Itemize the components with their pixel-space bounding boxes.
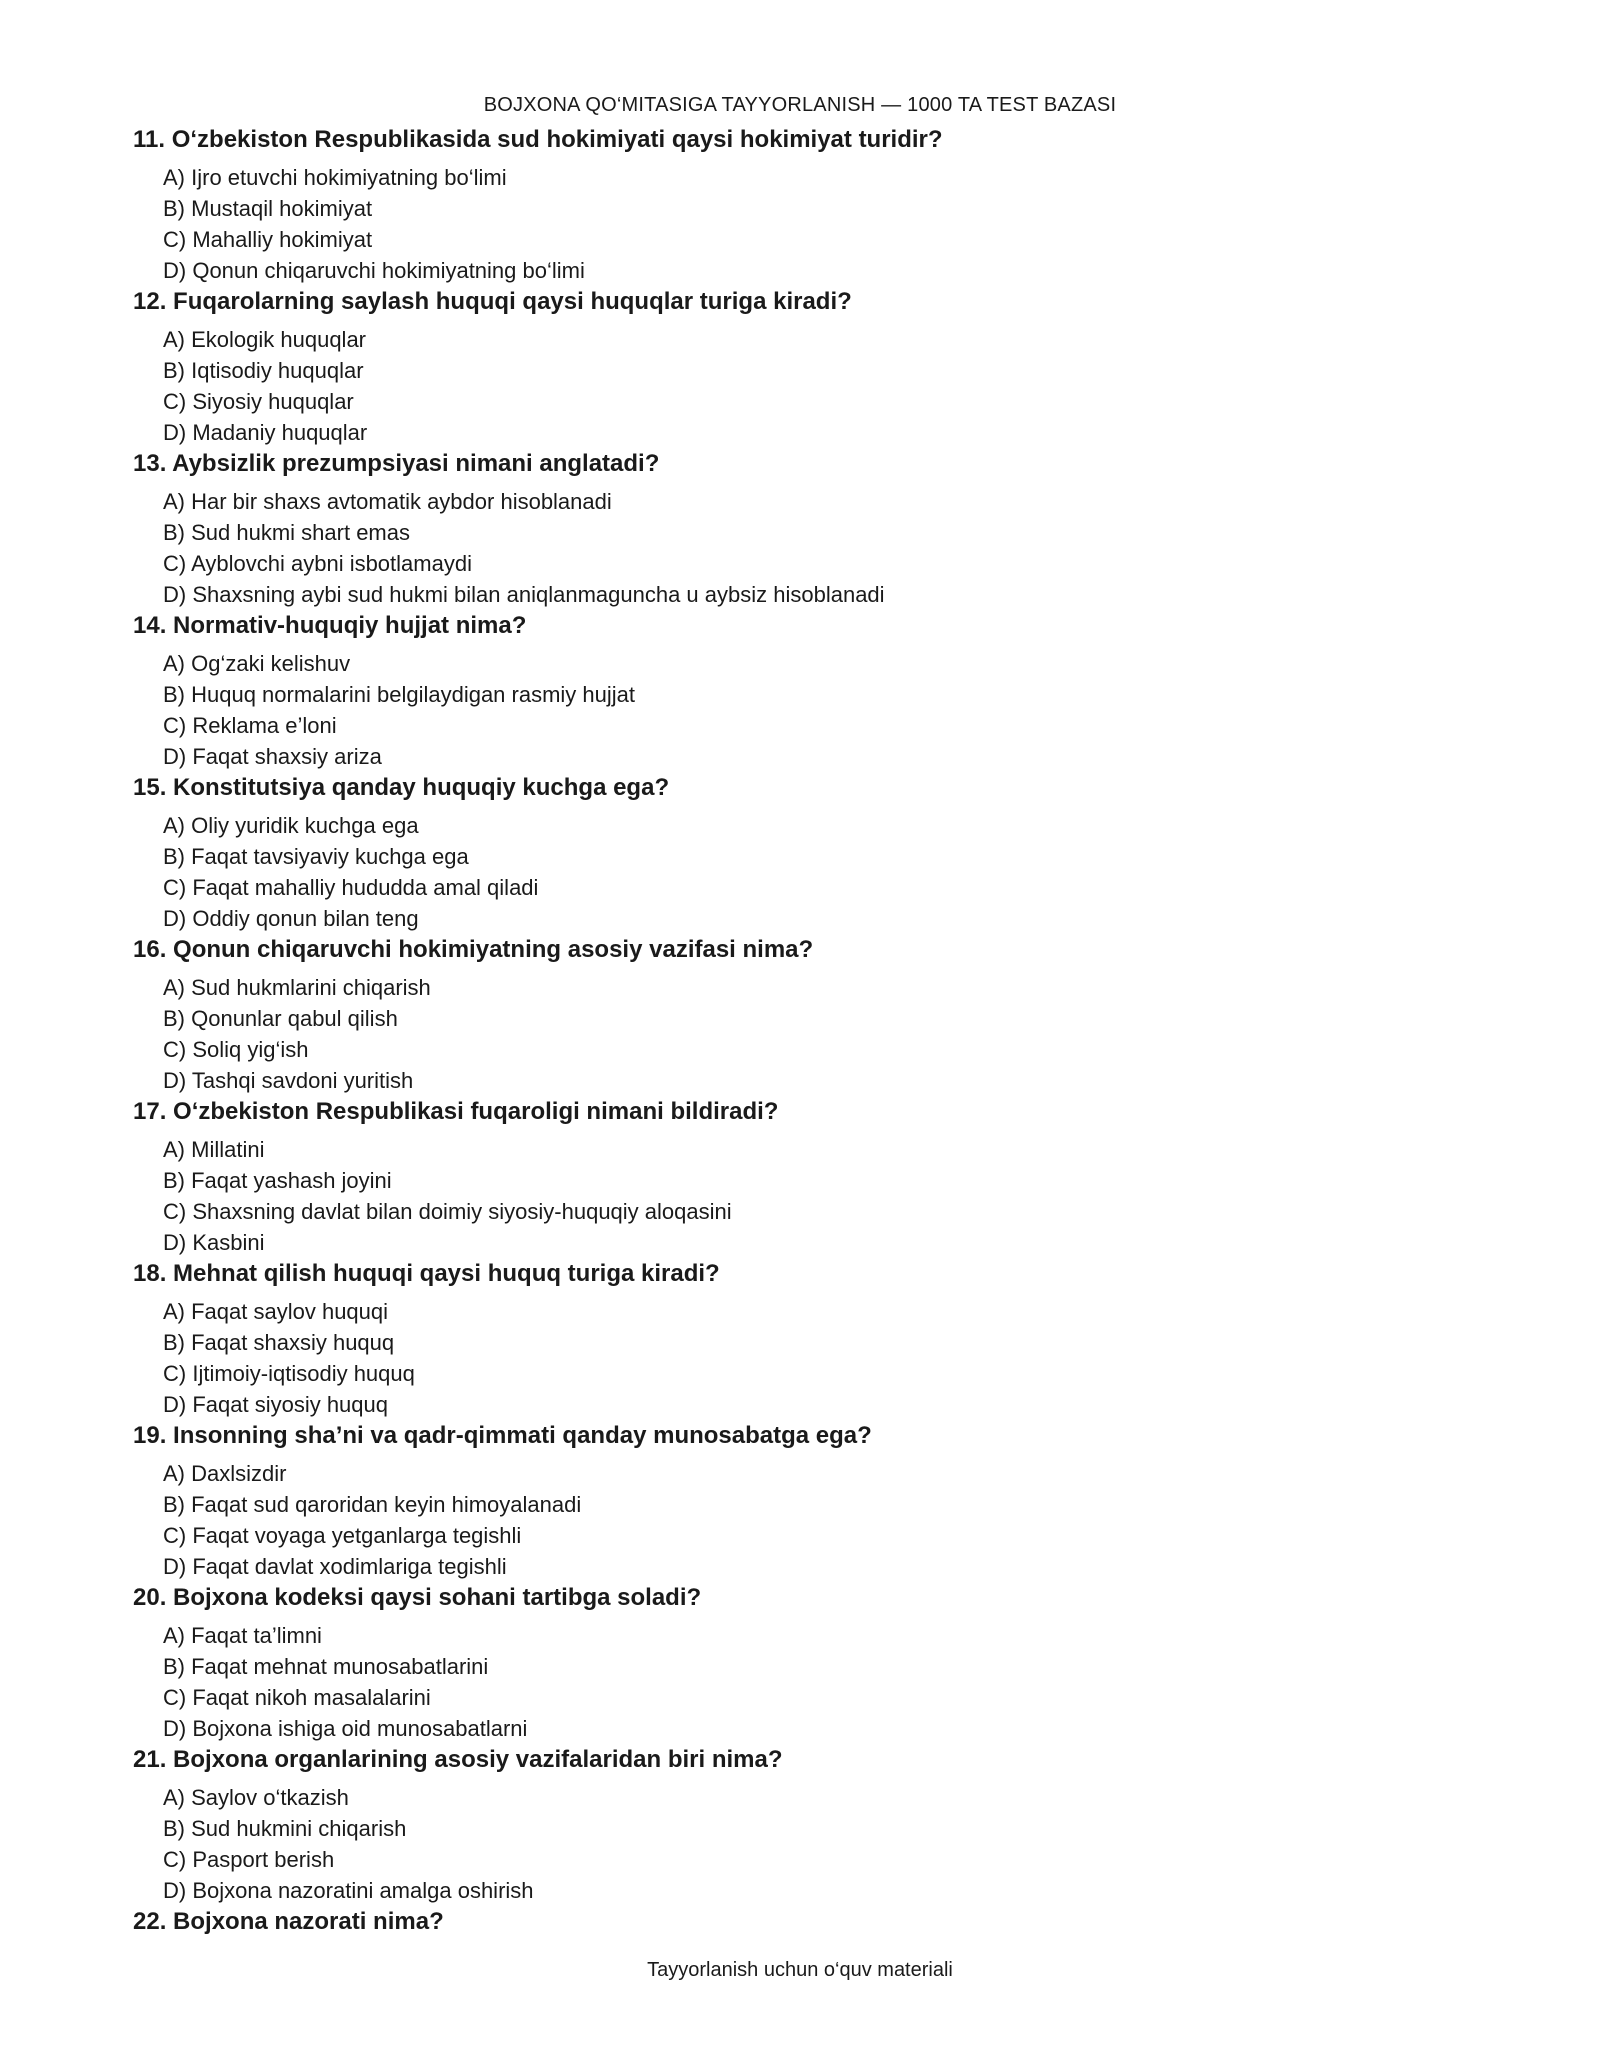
answer-option: B) Sud hukmini chiqarish [163, 1816, 407, 1841]
question-title: 18. Mehnat qilish huquqi qaysi huquq turiga kiradi? [133, 1260, 720, 1287]
answer-option: D) Bojxona nazoratini amalga oshirish [163, 1878, 534, 1903]
question-item [133, 610, 1473, 772]
option-list [133, 1620, 1473, 1744]
question-item [133, 1258, 1473, 1420]
answer-option: A) Ijro etuvchi hokimiyatning bo‘limi [163, 165, 507, 190]
question-item [133, 772, 1473, 934]
question-title: 22. Bojxona nazorati nima? [133, 1908, 444, 1935]
answer-option: C) Ayblovchi aybni isbotlamaydi [163, 551, 472, 576]
answer-option: D) Faqat siyosiy huquq [163, 1392, 388, 1417]
answer-option: B) Faqat yashash joyini [163, 1168, 392, 1193]
option-list [133, 486, 1473, 610]
answer-option: C) Faqat nikoh masalalarini [163, 1685, 431, 1710]
answer-option: C) Faqat voyaga yetganlarga tegishli [163, 1523, 522, 1548]
question-item [133, 1906, 1473, 1938]
question-title: 12. Fuqarolarning saylash huquqi qaysi huquqlar turiga kiradi? [133, 288, 852, 315]
answer-option: A) Ekologik huquqlar [163, 327, 367, 352]
answer-option: D) Qonun chiqaruvchi hokimiyatning bo‘limi [163, 258, 585, 283]
answer-option: B) Qonunlar qabul qilish [163, 1006, 398, 1031]
question-title: 20. Bojxona kodeksi qaysi sohani tartibga soladi? [133, 1584, 702, 1611]
answer-option: A) Oliy yuridik kuchga ega [163, 813, 419, 838]
question-item [133, 124, 1473, 286]
answer-option: A) Har bir shaxs avtomatik aybdor hisoblanadi [163, 489, 612, 514]
question-item [133, 1420, 1473, 1582]
answer-option: C) Pasport berish [163, 1847, 335, 1872]
answer-option: D) Shaxsning aybi sud hukmi bilan aniqlanmaguncha u aybsiz hisoblanadi [163, 582, 885, 607]
question-item [133, 1582, 1473, 1744]
question-title: 13. Aybsizlik prezumpsiyasi nimani anglatadi? [133, 450, 660, 477]
answer-option: A) Faqat ta’limni [163, 1623, 322, 1648]
question-title: 16. Qonun chiqaruvchi hokimiyatning asosiy vazifasi nima? [133, 936, 814, 963]
option-list [133, 648, 1473, 772]
option-list [133, 1134, 1473, 1258]
question-title: 15. Konstitutsiya qanday huquqiy kuchga ega? [133, 774, 670, 801]
question-title: 17. O‘zbekiston Respublikasi fuqaroligi nimani bildiradi? [133, 1098, 779, 1125]
answer-option: C) Ijtimoiy-iqtisodiy huquq [163, 1361, 415, 1386]
option-list [133, 1296, 1473, 1420]
question-title: 19. Insonning sha’ni va qadr-qimmati qanday munosabatga ega? [133, 1422, 872, 1449]
answer-option: D) Kasbini [163, 1230, 265, 1255]
option-list [133, 1458, 1473, 1582]
option-list [133, 162, 1473, 286]
answer-option: D) Madaniy huquqlar [163, 420, 368, 445]
answer-option: A) Sud hukmlarini chiqarish [163, 975, 431, 1000]
question-item [133, 448, 1473, 610]
answer-option: C) Reklama e’loni [163, 713, 337, 738]
question-item [133, 1096, 1473, 1258]
option-list [133, 324, 1473, 448]
answer-option: B) Faqat mehnat munosabatlarini [163, 1654, 489, 1679]
question-title: 14. Normativ-huquqiy hujjat nima? [133, 612, 527, 639]
answer-option: A) Og‘zaki kelishuv [163, 651, 351, 676]
answer-option: B) Faqat sud qaroridan keyin himoyalanadi [163, 1492, 582, 1517]
answer-option: B) Mustaqil hokimiyat [163, 196, 373, 221]
answer-option: B) Faqat tavsiyaviy kuchga ega [163, 844, 469, 869]
answer-option: D) Oddiy qonun bilan teng [163, 906, 419, 931]
answer-option: D) Tashqi savdoni yuritish [163, 1068, 414, 1093]
answer-option: A) Saylov o‘tkazish [163, 1785, 349, 1810]
answer-option: D) Bojxona ishiga oid munosabatlarni [163, 1716, 528, 1741]
answer-option: C) Mahalliy hokimiyat [163, 227, 373, 252]
answer-option: D) Faqat davlat xodimlariga tegishli [163, 1554, 507, 1579]
answer-option: B) Iqtisodiy huquqlar [163, 358, 364, 383]
answer-option: A) Millatini [163, 1137, 265, 1162]
answer-option: B) Sud hukmi shart emas [163, 520, 410, 545]
page-header: BOJXONA QO‘MITASIGA TAYYORLANISH — 1000 TA TEST BAZASI [483, 94, 1117, 116]
option-list [133, 810, 1473, 934]
answer-option: C) Siyosiy huquqlar [163, 389, 354, 414]
answer-option: B) Faqat shaxsiy huquq [163, 1330, 395, 1355]
answer-option: A) Daxlsizdir [163, 1461, 287, 1486]
page-footer: Tayyorlanish uchun o‘quv materiali [647, 1959, 953, 1981]
question-title: 21. Bojxona organlarining asosiy vazifalaridan biri nima? [133, 1746, 783, 1773]
answer-option: C) Soliq yig‘ish [163, 1037, 309, 1062]
option-list [133, 1782, 1473, 1906]
question-item [133, 286, 1473, 448]
answer-option: B) Huquq normalarini belgilaydigan rasmiy hujjat [163, 682, 636, 707]
question-title: 11. O‘zbekiston Respublikasida sud hokimiyati qaysi hokimiyat turidir? [133, 126, 943, 153]
option-list [133, 972, 1473, 1096]
answer-option: A) Faqat saylov huquqi [163, 1299, 389, 1324]
answer-option: D) Faqat shaxsiy ariza [163, 744, 382, 769]
answer-option: C) Faqat mahalliy hududda amal qiladi [163, 875, 539, 900]
question-item [133, 1744, 1473, 1906]
answer-option: C) Shaxsning davlat bilan doimiy siyosiy-huquqiy aloqasini [163, 1199, 732, 1224]
question-list [133, 124, 1473, 1944]
question-item [133, 934, 1473, 1096]
